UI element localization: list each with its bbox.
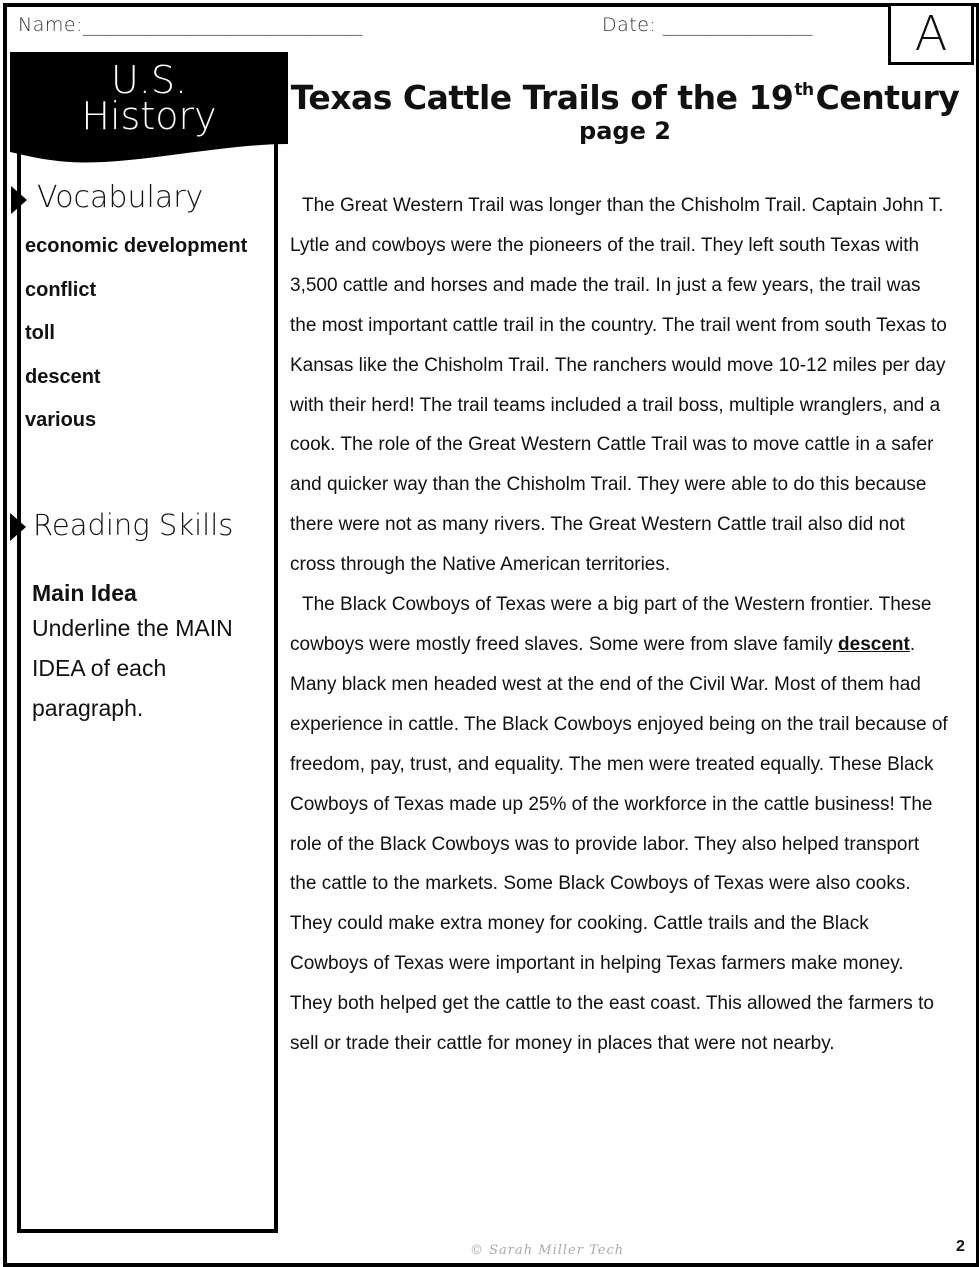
title-text-end: Century — [815, 78, 960, 117]
copyright-credit: © Sarah Miller Tech — [470, 1243, 625, 1258]
page-subtitle: page 2 — [579, 117, 671, 145]
skill-block — [32, 578, 267, 728]
vocab-word: toll — [25, 322, 55, 344]
subject-banner — [10, 52, 288, 144]
vocab-word: descent — [25, 365, 101, 388]
title-text-start: Texas Cattle Trails of the 19 — [290, 78, 794, 117]
reading-skills-heading: Reading Skills — [33, 508, 234, 542]
page-number: 2 — [956, 1238, 965, 1255]
skill-instruction: Underline the MAIN IDEA of each paragraph. — [32, 615, 233, 721]
title-superscript: th — [794, 80, 814, 100]
paragraph-text: The Black Cowboys of Texas were a big part of the Western frontier. These cowboys were mostly freed slaves. Some were from slave family — [290, 594, 932, 655]
page-title — [290, 78, 960, 117]
paragraph-text: . Many black men headed west at the end of the Civil War. Most of them had experience in cattle. The Black Cowboys enjoyed being on the trail because of freedom, pay, trust, and equality. The men were treated equally. These Black Cowboys of Texas made up 25% of the workforce in the cattle business! The role of the Black Cowboys was to provide labor. They also helped transport the cattle to the markets. Some Black Cowboys of Texas were also cooks. They could make extra money for cooking. Cattle trails and the Black Cowboys of Texas were important in helping Texas farmers make money. They both helped get the cattle to the east coast. This allowed the farmers to sell or trade their cattle for money in places that were not nearby. — [290, 633, 948, 1055]
vocabulary-list — [25, 233, 247, 451]
name-field[interactable]: Name:____________________________ — [18, 14, 363, 36]
subject-line-1: U.S. — [110, 58, 188, 102]
date-field[interactable]: Date: _______________ — [602, 14, 813, 36]
vocab-word: various — [25, 409, 97, 431]
paragraph-great-western-trail: The Great Western Trail was longer than the Chisholm Trail. Captain John T. Lytle and cowboys were the pioneers of the trail. They left south Texas with 3,500 cattle and horses and made the trail. In just a few years, the trail was the most important cattle trail in the country. The trail went from south Texas to Kansas like the Chisholm Trail. The ranchers would move 10-12 miles per day with their herd! The trail teams included a trail boss, multiple wranglers, and a cook. The role of the Great Western Cattle Trail was to move cattle in a safer and quicker way than the Chisholm Trail. They were able to do this because there were not as many rivers. The Great Western Cattle trail also did not cross through the Native American territories. — [290, 195, 947, 576]
vocab-word: conflict — [25, 278, 97, 301]
reading-skills-arrow-icon — [10, 513, 26, 541]
reading-passage — [290, 186, 948, 1064]
vocab-word: economic development — [25, 235, 248, 257]
subject-line-2: History — [81, 94, 217, 138]
skill-title: Main Idea — [32, 580, 137, 606]
paragraph-black-cowboys — [290, 585, 948, 1064]
vocabulary-arrow-icon — [11, 186, 27, 214]
vocabulary-heading: Vocabulary — [37, 180, 204, 215]
vocab-highlight-descent: descent — [838, 633, 910, 655]
version-badge: A — [888, 6, 974, 65]
